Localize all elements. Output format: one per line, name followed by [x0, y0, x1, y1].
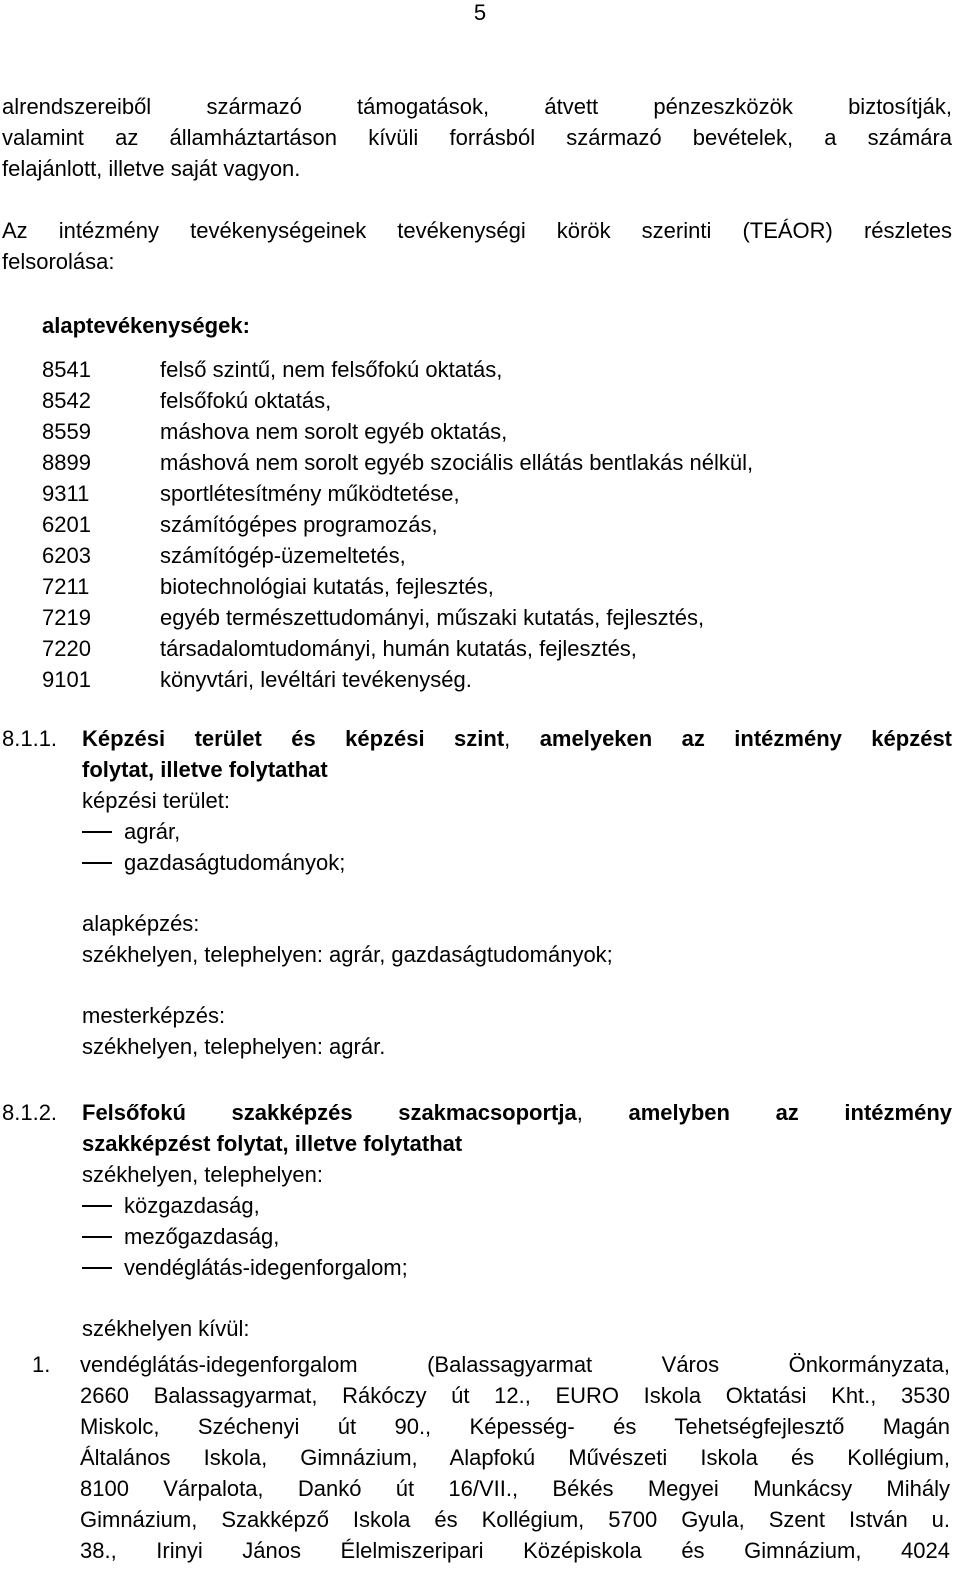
- activity-code: 6203: [42, 543, 91, 568]
- list-item: [82, 1221, 952, 1252]
- activity-code: 7220: [42, 636, 91, 661]
- alapkepzes-label: alapképzés:: [82, 911, 200, 936]
- dash-bullet-icon: [82, 1205, 112, 1207]
- activity-code: 9311: [42, 481, 90, 506]
- activity-description: biotechnológiai kutatás, fejlesztés,: [160, 574, 494, 599]
- page-number: 5: [473, 0, 487, 25]
- list-item: [42, 509, 942, 540]
- section-title-line-1: [82, 723, 952, 754]
- section-body: [82, 723, 952, 1062]
- mesterkepzes-value: székhelyen, telephelyen: agrár.: [82, 1034, 386, 1059]
- activity-code: 8542: [42, 388, 91, 413]
- list-item-text: közgazdaság,: [124, 1193, 260, 1218]
- intro-paragraph: [2, 91, 952, 184]
- list-item-text: agrár,: [124, 819, 181, 844]
- section-title-part-2: amelyben az intézmény: [628, 1100, 952, 1125]
- list-item: [42, 385, 942, 416]
- list-item: [42, 602, 942, 633]
- activity-code: 7211: [42, 574, 90, 599]
- activity-code: 8559: [42, 419, 91, 444]
- list-item: [42, 571, 942, 602]
- section-title-line-2: szakképzést folytat, illetve folytathat: [82, 1131, 463, 1156]
- activity-code: 8541: [42, 357, 91, 382]
- text-line: Gimnázium, Szakképző Iskola és Kollégium, 5700 Gyula, Szent István u.: [80, 1507, 950, 1532]
- dash-bullet-icon: [82, 1267, 112, 1269]
- activity-description: egyéb természettudományi, műszaki kutatás, fejlesztés,: [160, 605, 705, 630]
- intro-line-2: valamint az államháztartáson kívüli forrásból származó bevételek, a számára: [2, 125, 952, 150]
- dash-bullet-icon: [82, 831, 112, 833]
- list-item-text: mezőgazdaság,: [124, 1224, 280, 1249]
- dash-bullet-icon: [82, 862, 112, 864]
- list-item: [42, 633, 942, 664]
- activity-description: számítógép-üzemeltetés,: [160, 543, 406, 568]
- section-title-part-2: amelyeken az intézmény képzést: [539, 726, 952, 751]
- activity-code: 8899: [42, 450, 91, 475]
- list-item: [42, 354, 942, 385]
- alaptevekenysegek-heading: alaptevékenységek:: [42, 313, 250, 338]
- text-line: Általános Iskola, Gimnázium, Alapfokú Művészeti Iskola és Kollégium,: [80, 1445, 950, 1470]
- text-line: Miskolc, Széchenyi út 90., Képesség- és Tehetségfejlesztő Magán: [80, 1414, 950, 1439]
- szekhelyen-kivul-label: székhelyen kívül:: [82, 1316, 250, 1341]
- list-item: [42, 664, 942, 695]
- list-item-text: vendéglátás-idegenforgalom;: [124, 1255, 408, 1280]
- list-item: [42, 540, 942, 571]
- list-item: [42, 447, 942, 478]
- section-number: 8.1.1.: [2, 726, 58, 751]
- list-item-text: [80, 1349, 950, 1566]
- section-title-part-1: Képzési terület és képzési szint: [82, 726, 505, 751]
- list-item-marker: 1.: [32, 1352, 51, 1377]
- teaor-line-1: Az intézmény tevékenységeinek tevékenységi körök szerinti (TEÁOR) részletes: [2, 218, 952, 243]
- text-line: 2660 Balassagyarmat, Rákóczy út 12., EURO Iskola Oktatási Kht., 3530: [80, 1383, 950, 1408]
- activity-description: felső szintű, nem felsőfokú oktatás,: [160, 357, 503, 382]
- alapkepzes-value: székhelyen, telephelyen: agrár, gazdaságtudományok;: [82, 942, 613, 967]
- list-item: [82, 816, 952, 847]
- text-line: 8100 Várpalota, Dankó út 16/VII., Békés Megyei Munkácsy Mihály: [80, 1476, 950, 1501]
- activity-description: társadalomtudományi, humán kutatás, fejlesztés,: [160, 636, 637, 661]
- section-title-line-1: [82, 1097, 952, 1128]
- activity-code: 9101: [42, 667, 91, 692]
- activity-description: számítógépes programozás,: [160, 512, 438, 537]
- list-item: [82, 1190, 952, 1221]
- szekhely-label: székhelyen, telephelyen:: [82, 1162, 323, 1187]
- teaor-line-2: felsorolása:: [2, 249, 115, 274]
- text-line: 38., Irinyi János Élelmiszeripari Középiskola és Gimnázium, 4024: [80, 1538, 950, 1563]
- dash-bullet-icon: [82, 1236, 112, 1238]
- intro-line-3: felajánlott, illetve saját vagyon.: [2, 156, 301, 181]
- activity-description: máshová nem sorolt egyéb szociális ellátás bentlakás nélkül,: [160, 450, 754, 475]
- list-item: [42, 478, 942, 509]
- activity-description: máshova nem sorolt egyéb oktatás,: [160, 419, 508, 444]
- list-item: [82, 847, 952, 878]
- mesterkepzes-label: mesterképzés:: [82, 1003, 226, 1028]
- intro-line-1: alrendszereiből származó támogatások, átvett pénzeszközök biztosítják,: [2, 94, 952, 119]
- text-line: vendéglátás-idegenforgalom (Balassagyarmat Város Önkormányzata,: [80, 1352, 950, 1377]
- activity-code: 6201: [42, 512, 91, 537]
- section-title-part-1: Felsőfokú szakképzés szakmacsoportja: [82, 1100, 577, 1125]
- activity-code: 7219: [42, 605, 91, 630]
- activity-description: könyvtári, levéltári tevékenység.: [160, 667, 472, 692]
- activity-description: sportlétesítmény működtetése,: [160, 481, 460, 506]
- activity-description: felsőfokú oktatás,: [160, 388, 332, 413]
- list-item: [42, 416, 942, 447]
- section-title-line-2: folytat, illetve folytathat: [82, 757, 328, 782]
- list-item-text: gazdaságtudományok;: [124, 850, 346, 875]
- section-title-separator: ,: [504, 726, 540, 751]
- activity-code-list: [42, 354, 942, 695]
- section-body: [82, 1097, 952, 1344]
- kepzesi-terulet-label: képzési terület:: [82, 788, 230, 813]
- section-number: 8.1.2.: [2, 1100, 58, 1125]
- list-item: [82, 1252, 952, 1283]
- section-title-separator: ,: [576, 1100, 629, 1125]
- teaor-paragraph: [2, 215, 952, 277]
